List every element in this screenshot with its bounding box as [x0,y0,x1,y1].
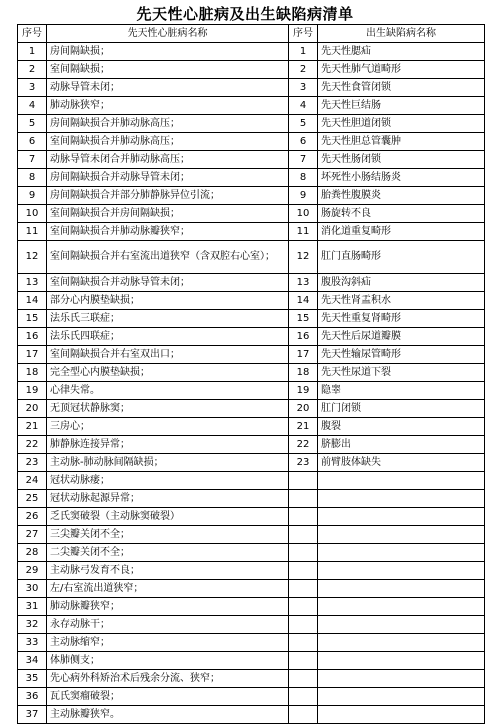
row-index-defect: 18 [289,364,318,382]
table-row [18,115,485,133]
chd-name-cell: 室间隔缺损合并肺动脉瓣狭窄； [47,223,289,241]
row-index-defect: 16 [289,328,318,346]
table-row [18,490,485,508]
row-index-defect [289,526,318,544]
row-index-defect [289,634,318,652]
birth-defect-name-cell: 消化道重复畸形 [318,223,485,241]
chd-name-cell: 冠状动脉起源异常； [47,490,289,508]
table-row [18,310,485,328]
row-index-defect: 7 [289,151,318,169]
birth-defect-name-cell [318,616,485,634]
chd-name-cell: 三尖瓣关闭不全； [47,526,289,544]
chd-name-cell: 无顶冠状静脉窦； [47,400,289,418]
row-index-defect: 8 [289,169,318,187]
table-row [18,544,485,562]
row-index-defect: 11 [289,223,318,241]
row-index-chd: 10 [18,205,47,223]
row-index-defect [289,706,318,724]
table-row [18,364,485,382]
chd-name-cell: 主动脉弓发育不良； [47,562,289,580]
chd-name-cell: 三房心； [47,418,289,436]
chd-name-cell: 室间隔缺损合并肺动脉高压； [47,133,289,151]
row-index-defect: 13 [289,274,318,292]
row-index-chd: 20 [18,400,47,418]
table-row [18,241,485,274]
row-index-chd: 17 [18,346,47,364]
row-index-defect [289,616,318,634]
birth-defect-name-cell [318,670,485,688]
birth-defect-name-cell [318,472,485,490]
row-index-chd: 11 [18,223,47,241]
birth-defect-name-cell [318,544,485,562]
page-title: 先天性心脏病及出生缺陷病清单 [136,5,354,23]
chd-name-cell: 房间隔缺损合并部分肺静脉异位引流； [47,187,289,205]
row-index-chd: 15 [18,310,47,328]
birth-defect-name-cell: 先天性尿道下裂 [318,364,485,382]
table-row [18,508,485,526]
row-index-chd: 31 [18,598,47,616]
table-row [18,436,485,454]
table-row [18,169,485,187]
row-index-defect: 10 [289,205,318,223]
birth-defect-name-cell: 先天性腮疝 [318,43,485,61]
chd-name-cell: 动脉导管未闭； [47,79,289,97]
row-index-defect: 15 [289,310,318,328]
chd-name-cell: 肺动脉狭窄； [47,97,289,115]
row-index-chd: 21 [18,418,47,436]
row-index-chd: 30 [18,580,47,598]
row-index-defect: 1 [289,43,318,61]
row-index-chd: 29 [18,562,47,580]
table-row [18,634,485,652]
birth-defect-name-cell [318,634,485,652]
chd-name-cell: 主动脉瓣狭窄。 [47,706,289,724]
birth-defect-name-cell: 前臂肢体缺失 [318,454,485,472]
chd-name-cell: 心律失常。 [47,382,289,400]
birth-defect-name-cell: 肛门直肠畸形 [318,241,485,274]
birth-defect-name-cell [318,562,485,580]
birth-defect-name-cell [318,706,485,724]
row-index-chd: 37 [18,706,47,724]
row-index-chd: 27 [18,526,47,544]
chd-name-cell: 动脉导管未闭合并肺动脉高压； [47,151,289,169]
birth-defect-name-cell: 先天性肺气道畸形 [318,61,485,79]
row-index-chd: 7 [18,151,47,169]
table-row [18,328,485,346]
chd-name-cell: 肺静脉连接异常； [47,436,289,454]
row-index-chd: 6 [18,133,47,151]
chd-name-cell: 法乐氏三联症； [47,310,289,328]
table-row [18,187,485,205]
row-index-defect [289,508,318,526]
birth-defect-name-cell [318,490,485,508]
row-index-chd: 5 [18,115,47,133]
row-index-chd: 28 [18,544,47,562]
row-index-chd: 16 [18,328,47,346]
birth-defect-name-cell: 腹裂 [318,418,485,436]
table-row [18,598,485,616]
chd-name-cell: 肺动脉瓣狭窄； [47,598,289,616]
row-index-chd: 2 [18,61,47,79]
row-index-defect: 4 [289,97,318,115]
table-row [18,526,485,544]
table-row [18,133,485,151]
birth-defect-name-cell: 坏死性小肠结肠炎 [318,169,485,187]
row-index-defect: 3 [289,79,318,97]
row-index-chd: 14 [18,292,47,310]
birth-defect-name-cell [318,598,485,616]
row-index-defect: 14 [289,292,318,310]
header-chd-name: 先天性心脏病名称 [47,25,289,43]
row-index-defect: 5 [289,115,318,133]
birth-defect-name-cell: 先天性巨结肠 [318,97,485,115]
row-index-defect: 17 [289,346,318,364]
birth-defect-name-cell: 胎粪性腹膜炎 [318,187,485,205]
chd-name-cell: 室间隔缺损合并房间隔缺损； [47,205,289,223]
chd-name-cell: 左/右室流出道狭窄； [47,580,289,598]
row-index-chd: 35 [18,670,47,688]
table-row [18,274,485,292]
birth-defect-name-cell: 脐膨出 [318,436,485,454]
table-row [18,292,485,310]
chd-name-cell: 瓦氏窦瘤破裂； [47,688,289,706]
table-row [18,97,485,115]
row-index-chd: 24 [18,472,47,490]
chd-name-cell: 完全型心内膜垫缺损； [47,364,289,382]
row-index-defect: 21 [289,418,318,436]
row-index-chd: 9 [18,187,47,205]
row-index-defect [289,688,318,706]
row-index-defect: 2 [289,61,318,79]
row-index-chd: 36 [18,688,47,706]
row-index-defect [289,562,318,580]
table-row [18,151,485,169]
row-index-chd: 22 [18,436,47,454]
row-index-chd: 33 [18,634,47,652]
row-index-chd: 8 [18,169,47,187]
table-row [18,205,485,223]
row-index-chd: 23 [18,454,47,472]
birth-defect-name-cell: 先天性胆总管囊肿 [318,133,485,151]
chd-name-cell: 室间隔缺损； [47,61,289,79]
row-index-chd: 26 [18,508,47,526]
table-row [18,472,485,490]
birth-defect-name-cell [318,580,485,598]
header-index-1: 序号 [18,25,47,43]
birth-defect-name-cell: 隐睾 [318,382,485,400]
row-index-defect [289,580,318,598]
row-index-defect: 6 [289,133,318,151]
row-index-chd: 1 [18,43,47,61]
birth-defect-name-cell: 先天性后尿道瓣膜 [318,328,485,346]
table-row [18,454,485,472]
chd-name-cell: 冠状动脉瘘； [47,472,289,490]
table-row [18,418,485,436]
table-row [18,61,485,79]
table-row [18,346,485,364]
birth-defect-name-cell: 先天性食管闭锁 [318,79,485,97]
row-index-defect: 19 [289,382,318,400]
birth-defect-name-cell: 先天性肠闭锁 [318,151,485,169]
chd-name-cell: 室间隔缺损合并右室流出道狭窄（含双腔右心室）； [47,241,289,274]
chd-name-cell: 乏氏窦破裂（主动脉窦破裂） [47,508,289,526]
birth-defect-name-cell: 先天性胆道闭锁 [318,115,485,133]
chd-name-cell: 二尖瓣关闭不全； [47,544,289,562]
row-index-defect: 9 [289,187,318,205]
table-row [18,562,485,580]
birth-defect-name-cell: 肛门闭锁 [318,400,485,418]
row-index-chd: 4 [18,97,47,115]
row-index-defect: 22 [289,436,318,454]
row-index-defect [289,598,318,616]
table-row [18,223,485,241]
table-row [18,382,485,400]
table-row [18,670,485,688]
row-index-defect [289,490,318,508]
chd-name-cell: 先心病外科矫治术后残余分流、狭窄； [47,670,289,688]
table-row [18,616,485,634]
disease-table [17,24,485,724]
table-header-row [18,25,485,43]
chd-name-cell: 主动脉-肺动脉间隔缺损； [47,454,289,472]
row-index-chd: 13 [18,274,47,292]
birth-defect-name-cell [318,688,485,706]
chd-name-cell: 室间隔缺损合并右室双出口； [47,346,289,364]
table-row [18,580,485,598]
row-index-chd: 12 [18,241,47,274]
birth-defect-name-cell [318,526,485,544]
row-index-defect: 20 [289,400,318,418]
row-index-chd: 25 [18,490,47,508]
birth-defect-name-cell: 先天性重复肾畸形 [318,310,485,328]
row-index-defect: 23 [289,454,318,472]
birth-defect-name-cell: 肠旋转不良 [318,205,485,223]
row-index-chd: 34 [18,652,47,670]
chd-name-cell: 法乐氏四联症； [47,328,289,346]
table-row [18,79,485,97]
row-index-chd: 3 [18,79,47,97]
row-index-chd: 32 [18,616,47,634]
table-row [18,43,485,61]
table-row [18,652,485,670]
chd-name-cell: 主动脉缩窄； [47,634,289,652]
birth-defect-name-cell: 先天性输尿管畸形 [318,346,485,364]
row-index-defect [289,670,318,688]
chd-name-cell: 房间隔缺损合并动脉导管未闭； [47,169,289,187]
chd-name-cell: 室间隔缺损合并动脉导管未闭； [47,274,289,292]
table-row [18,400,485,418]
chd-name-cell: 体肺侧支； [47,652,289,670]
row-index-chd: 18 [18,364,47,382]
chd-name-cell: 永存动脉干； [47,616,289,634]
row-index-defect: 12 [289,241,318,274]
header-index-2: 序号 [289,25,318,43]
chd-name-cell: 房间隔缺损； [47,43,289,61]
header-birth-defect-name: 出生缺陷病名称 [318,25,485,43]
row-index-defect [289,652,318,670]
row-index-defect [289,544,318,562]
table-row [18,688,485,706]
birth-defect-name-cell: 腹股沟斜疝 [318,274,485,292]
row-index-defect [289,472,318,490]
birth-defect-name-cell: 先天性肾盂积水 [318,292,485,310]
chd-name-cell: 部分心内膜垫缺损； [47,292,289,310]
birth-defect-name-cell [318,652,485,670]
chd-name-cell: 房间隔缺损合并肺动脉高压； [47,115,289,133]
row-index-chd: 19 [18,382,47,400]
table-row [18,706,485,724]
birth-defect-name-cell [318,508,485,526]
